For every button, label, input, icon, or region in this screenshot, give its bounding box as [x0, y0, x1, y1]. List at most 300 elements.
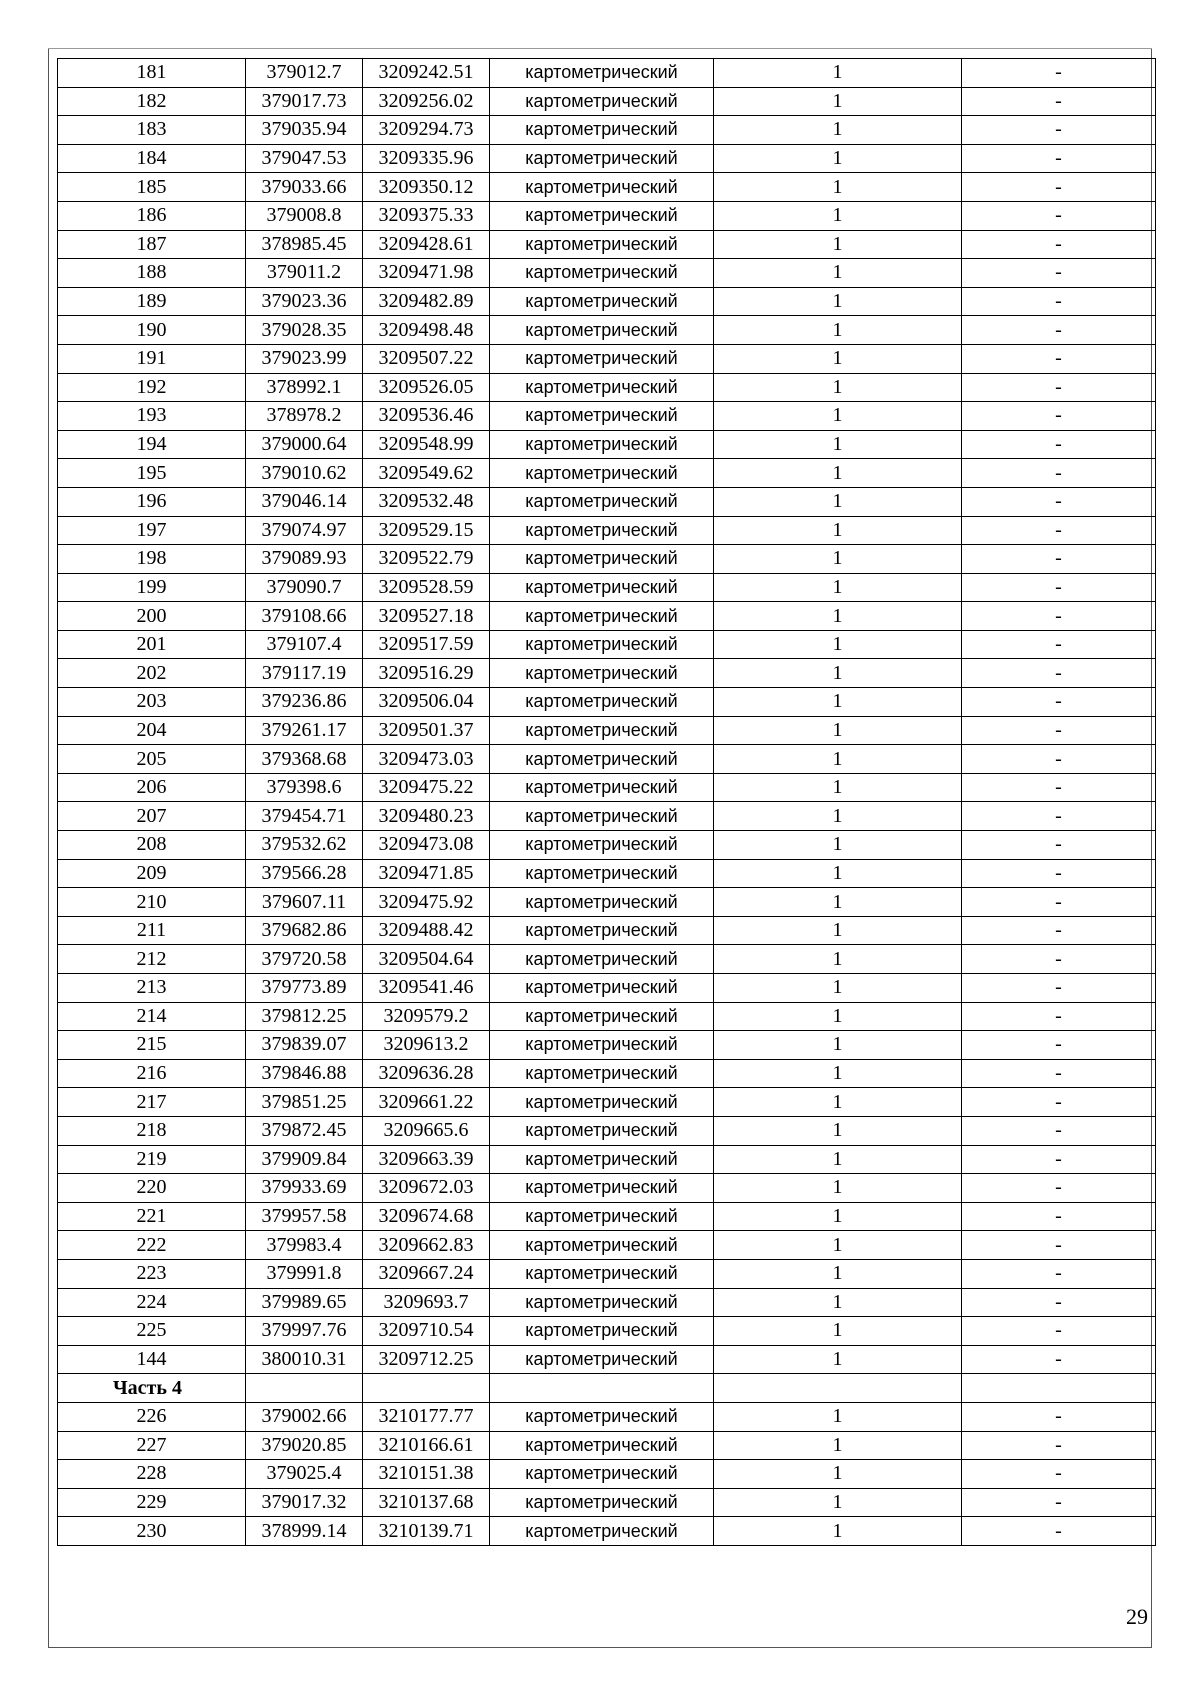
- accuracy-cell: 1: [714, 945, 962, 974]
- method-cell: картометрический: [490, 916, 714, 945]
- point-number-cell: 220: [58, 1174, 246, 1203]
- accuracy-cell: 1: [714, 716, 962, 745]
- point-number-cell: 204: [58, 716, 246, 745]
- x-coordinate-cell: 379107.4: [246, 630, 363, 659]
- point-number-cell: 228: [58, 1460, 246, 1489]
- note-cell: -: [962, 1202, 1156, 1231]
- accuracy-cell: 1: [714, 1345, 962, 1374]
- table-row: [58, 859, 1156, 888]
- y-coordinate-cell: 3209672.03: [363, 1174, 490, 1203]
- x-coordinate-cell: 379872.45: [246, 1116, 363, 1145]
- point-number-cell: 197: [58, 516, 246, 545]
- accuracy-cell: 1: [714, 1202, 962, 1231]
- x-coordinate-cell: 378999.14: [246, 1517, 363, 1546]
- y-coordinate-cell: 3209693.7: [363, 1288, 490, 1317]
- table-row: [58, 1488, 1156, 1517]
- x-coordinate-cell: 379398.6: [246, 773, 363, 802]
- y-coordinate-cell: 3209294.73: [363, 116, 490, 145]
- note-cell: -: [962, 1259, 1156, 1288]
- point-number-cell: 184: [58, 144, 246, 173]
- accuracy-cell: 1: [714, 144, 962, 173]
- x-coordinate-cell: 379839.07: [246, 1031, 363, 1060]
- point-number-cell: 202: [58, 659, 246, 688]
- accuracy-cell: 1: [714, 173, 962, 202]
- y-coordinate-cell: 3209242.51: [363, 59, 490, 88]
- accuracy-cell: 1: [714, 1231, 962, 1260]
- accuracy-cell: 1: [714, 602, 962, 631]
- x-coordinate-cell: 379089.93: [246, 545, 363, 574]
- accuracy-cell: 1: [714, 1174, 962, 1203]
- note-cell: -: [962, 487, 1156, 516]
- x-coordinate-cell: 379991.8: [246, 1259, 363, 1288]
- table-row: [58, 1517, 1156, 1546]
- method-cell: картометрический: [490, 545, 714, 574]
- table-row: [58, 1145, 1156, 1174]
- y-coordinate-cell: 3209541.46: [363, 974, 490, 1003]
- note-cell: -: [962, 201, 1156, 230]
- note-cell: -: [962, 545, 1156, 574]
- y-coordinate-cell: 3209473.03: [363, 745, 490, 774]
- point-number-cell: 196: [58, 487, 246, 516]
- y-coordinate-cell: 3209428.61: [363, 230, 490, 259]
- table-row: [58, 831, 1156, 860]
- note-cell: -: [962, 573, 1156, 602]
- note-cell: -: [962, 87, 1156, 116]
- table-row: [58, 1202, 1156, 1231]
- accuracy-cell: 1: [714, 1460, 962, 1489]
- y-coordinate-cell: 3209473.08: [363, 831, 490, 860]
- point-number-cell: 224: [58, 1288, 246, 1317]
- method-cell: картометрический: [490, 1002, 714, 1031]
- note-cell: -: [962, 1288, 1156, 1317]
- x-coordinate-cell: 379023.99: [246, 344, 363, 373]
- point-number-cell: 219: [58, 1145, 246, 1174]
- table-row: [58, 1345, 1156, 1374]
- point-number-cell: 182: [58, 87, 246, 116]
- accuracy-cell: 1: [714, 1288, 962, 1317]
- y-coordinate-cell: 3209482.89: [363, 287, 490, 316]
- accuracy-cell: 1: [714, 974, 962, 1003]
- method-cell: картометрический: [490, 1431, 714, 1460]
- y-coordinate-cell: 3209549.62: [363, 459, 490, 488]
- method-cell: картометрический: [490, 230, 714, 259]
- x-coordinate-cell: 379236.86: [246, 688, 363, 717]
- section-row: [58, 1374, 1156, 1403]
- method-cell: картометрический: [490, 831, 714, 860]
- method-cell: картометрический: [490, 516, 714, 545]
- table-row: [58, 1259, 1156, 1288]
- table-row: [58, 430, 1156, 459]
- y-coordinate-cell: 3209661.22: [363, 1088, 490, 1117]
- note-cell: -: [962, 1145, 1156, 1174]
- table-row: [58, 1460, 1156, 1489]
- accuracy-cell: 1: [714, 545, 962, 574]
- method-cell: картометрический: [490, 316, 714, 345]
- table-row: [58, 916, 1156, 945]
- table-row: [58, 87, 1156, 116]
- point-number-cell: 205: [58, 745, 246, 774]
- point-number-cell: 195: [58, 459, 246, 488]
- x-coordinate-cell: 379020.85: [246, 1431, 363, 1460]
- point-number-cell: 207: [58, 802, 246, 831]
- note-cell: -: [962, 1460, 1156, 1489]
- y-coordinate-cell: 3209662.83: [363, 1231, 490, 1260]
- x-coordinate-cell: 379028.35: [246, 316, 363, 345]
- note-cell: -: [962, 1488, 1156, 1517]
- x-coordinate-cell: 379566.28: [246, 859, 363, 888]
- method-cell: картометрический: [490, 116, 714, 145]
- y-coordinate-cell: 3209667.24: [363, 1259, 490, 1288]
- section-label: Часть 4: [58, 1374, 246, 1403]
- x-coordinate-cell: 379933.69: [246, 1174, 363, 1203]
- y-coordinate-cell: 3209475.22: [363, 773, 490, 802]
- method-cell: картометрический: [490, 487, 714, 516]
- point-number-cell: 216: [58, 1059, 246, 1088]
- note-cell: -: [962, 659, 1156, 688]
- x-coordinate-cell: 379017.73: [246, 87, 363, 116]
- x-coordinate-cell: 379035.94: [246, 116, 363, 145]
- table-row: [58, 201, 1156, 230]
- table-row: [58, 573, 1156, 602]
- point-number-cell: 188: [58, 259, 246, 288]
- accuracy-cell: 1: [714, 773, 962, 802]
- x-coordinate-cell: 379607.11: [246, 888, 363, 917]
- method-cell: картометрический: [490, 144, 714, 173]
- method-cell: картометрический: [490, 1231, 714, 1260]
- accuracy-cell: 1: [714, 916, 962, 945]
- accuracy-cell: 1: [714, 1259, 962, 1288]
- y-coordinate-cell: 3209350.12: [363, 173, 490, 202]
- accuracy-cell: 1: [714, 1002, 962, 1031]
- note-cell: -: [962, 173, 1156, 202]
- method-cell: картометрический: [490, 87, 714, 116]
- point-number-cell: 194: [58, 430, 246, 459]
- note-cell: -: [962, 1231, 1156, 1260]
- note-cell: -: [962, 344, 1156, 373]
- x-coordinate-cell: 379989.65: [246, 1288, 363, 1317]
- point-number-cell: 186: [58, 201, 246, 230]
- accuracy-cell: 1: [714, 201, 962, 230]
- point-number-cell: 213: [58, 974, 246, 1003]
- table-row: [58, 459, 1156, 488]
- x-coordinate-cell: 379047.53: [246, 144, 363, 173]
- point-number-cell: 185: [58, 173, 246, 202]
- x-coordinate-cell: 378978.2: [246, 402, 363, 431]
- note-cell: -: [962, 430, 1156, 459]
- accuracy-cell: 1: [714, 1116, 962, 1145]
- x-coordinate-cell: 379090.7: [246, 573, 363, 602]
- y-coordinate-cell: 3209504.64: [363, 945, 490, 974]
- x-coordinate-cell: 379017.32: [246, 1488, 363, 1517]
- method-cell: картометрический: [490, 1345, 714, 1374]
- accuracy-cell: 1: [714, 630, 962, 659]
- accuracy-cell: 1: [714, 745, 962, 774]
- table-row: [58, 1116, 1156, 1145]
- accuracy-cell: 1: [714, 1488, 962, 1517]
- method-cell: картометрический: [490, 1317, 714, 1346]
- y-coordinate-cell: 3209536.46: [363, 402, 490, 431]
- point-number-cell: 199: [58, 573, 246, 602]
- point-number-cell: 198: [58, 545, 246, 574]
- accuracy-cell: 1: [714, 116, 962, 145]
- x-coordinate-cell: 379368.68: [246, 745, 363, 774]
- method-cell: картометрический: [490, 1088, 714, 1117]
- note-cell: -: [962, 831, 1156, 860]
- x-coordinate-cell: 379008.8: [246, 201, 363, 230]
- accuracy-cell: 1: [714, 87, 962, 116]
- point-number-cell: 229: [58, 1488, 246, 1517]
- note-cell: -: [962, 802, 1156, 831]
- x-coordinate-cell: 379812.25: [246, 1002, 363, 1031]
- accuracy-cell: 1: [714, 659, 962, 688]
- method-cell: картометрический: [490, 59, 714, 88]
- point-number-cell: 214: [58, 1002, 246, 1031]
- point-number-cell: 226: [58, 1402, 246, 1431]
- point-number-cell: 230: [58, 1517, 246, 1546]
- table-row: [58, 802, 1156, 831]
- y-coordinate-cell: 3209532.48: [363, 487, 490, 516]
- method-cell: картометрический: [490, 173, 714, 202]
- table-row: [58, 1288, 1156, 1317]
- point-number-cell: 200: [58, 602, 246, 631]
- x-coordinate-cell: 379012.7: [246, 59, 363, 88]
- y-coordinate-cell: 3209475.92: [363, 888, 490, 917]
- y-coordinate-cell: 3209488.42: [363, 916, 490, 945]
- note-cell: -: [962, 630, 1156, 659]
- method-cell: картометрический: [490, 773, 714, 802]
- x-coordinate-cell: 379997.76: [246, 1317, 363, 1346]
- x-coordinate-cell: 379983.4: [246, 1231, 363, 1260]
- method-cell: картометрический: [490, 287, 714, 316]
- point-number-cell: 208: [58, 831, 246, 860]
- method-cell: картометрический: [490, 1145, 714, 1174]
- accuracy-cell: 1: [714, 1517, 962, 1546]
- table-row: [58, 173, 1156, 202]
- point-number-cell: 210: [58, 888, 246, 917]
- note-cell: -: [962, 916, 1156, 945]
- accuracy-cell: 1: [714, 859, 962, 888]
- table-row: [58, 1031, 1156, 1060]
- y-coordinate-cell: 3209507.22: [363, 344, 490, 373]
- method-cell: картометрический: [490, 459, 714, 488]
- table-row: [58, 59, 1156, 88]
- accuracy-cell: 1: [714, 344, 962, 373]
- note-cell: -: [962, 316, 1156, 345]
- x-coordinate-cell: 379682.86: [246, 916, 363, 945]
- table-row: [58, 888, 1156, 917]
- method-cell: картометрический: [490, 745, 714, 774]
- accuracy-cell: 1: [714, 516, 962, 545]
- note-cell: -: [962, 144, 1156, 173]
- method-cell: картометрический: [490, 1259, 714, 1288]
- accuracy-cell: 1: [714, 230, 962, 259]
- accuracy-cell: 1: [714, 373, 962, 402]
- method-cell: картометрический: [490, 1488, 714, 1517]
- table-row: [58, 773, 1156, 802]
- note-cell: -: [962, 373, 1156, 402]
- y-coordinate-cell: 3210166.61: [363, 1431, 490, 1460]
- table-row: [58, 1174, 1156, 1203]
- table-row: [58, 402, 1156, 431]
- x-coordinate-cell: 379023.36: [246, 287, 363, 316]
- point-number-cell: 193: [58, 402, 246, 431]
- table-row: [58, 945, 1156, 974]
- point-number-cell: 183: [58, 116, 246, 145]
- accuracy-cell: 1: [714, 402, 962, 431]
- table-row: [58, 688, 1156, 717]
- table-row: [58, 373, 1156, 402]
- y-coordinate-cell: 3210151.38: [363, 1460, 490, 1489]
- y-coordinate-cell: 3210177.77: [363, 1402, 490, 1431]
- method-cell: картометрический: [490, 1517, 714, 1546]
- note-cell: -: [962, 1402, 1156, 1431]
- accuracy-cell: 1: [714, 888, 962, 917]
- note-cell: -: [962, 287, 1156, 316]
- x-coordinate-cell: 379846.88: [246, 1059, 363, 1088]
- table-row: [58, 1002, 1156, 1031]
- note-cell: -: [962, 945, 1156, 974]
- note-cell: -: [962, 888, 1156, 917]
- y-coordinate-cell: 3209471.98: [363, 259, 490, 288]
- empty-cell: [714, 1374, 962, 1403]
- note-cell: -: [962, 459, 1156, 488]
- method-cell: картометрический: [490, 602, 714, 631]
- x-coordinate-cell: 379454.71: [246, 802, 363, 831]
- point-number-cell: 223: [58, 1259, 246, 1288]
- y-coordinate-cell: 3209712.25: [363, 1345, 490, 1374]
- accuracy-cell: 1: [714, 1431, 962, 1460]
- table-row: [58, 602, 1156, 631]
- x-coordinate-cell: 379033.66: [246, 173, 363, 202]
- table-row: [58, 659, 1156, 688]
- point-number-cell: 222: [58, 1231, 246, 1260]
- note-cell: -: [962, 716, 1156, 745]
- empty-cell: [490, 1374, 714, 1403]
- y-coordinate-cell: 3209548.99: [363, 430, 490, 459]
- accuracy-cell: 1: [714, 1059, 962, 1088]
- table-row: [58, 1088, 1156, 1117]
- point-number-cell: 190: [58, 316, 246, 345]
- table-row: [58, 344, 1156, 373]
- note-cell: -: [962, 688, 1156, 717]
- x-coordinate-cell: 379046.14: [246, 487, 363, 516]
- accuracy-cell: 1: [714, 573, 962, 602]
- y-coordinate-cell: 3209480.23: [363, 802, 490, 831]
- method-cell: картометрический: [490, 659, 714, 688]
- empty-cell: [363, 1374, 490, 1403]
- empty-cell: [246, 1374, 363, 1403]
- point-number-cell: 189: [58, 287, 246, 316]
- x-coordinate-cell: 379000.64: [246, 430, 363, 459]
- note-cell: -: [962, 773, 1156, 802]
- x-coordinate-cell: 379108.66: [246, 602, 363, 631]
- x-coordinate-cell: 378992.1: [246, 373, 363, 402]
- note-cell: -: [962, 859, 1156, 888]
- point-number-cell: 144: [58, 1345, 246, 1374]
- x-coordinate-cell: 380010.31: [246, 1345, 363, 1374]
- table-row: [58, 259, 1156, 288]
- x-coordinate-cell: 379532.62: [246, 831, 363, 860]
- x-coordinate-cell: 379010.62: [246, 459, 363, 488]
- method-cell: картометрический: [490, 945, 714, 974]
- accuracy-cell: 1: [714, 287, 962, 316]
- accuracy-cell: 1: [714, 1317, 962, 1346]
- note-cell: -: [962, 602, 1156, 631]
- accuracy-cell: 1: [714, 1402, 962, 1431]
- point-number-cell: 221: [58, 1202, 246, 1231]
- x-coordinate-cell: 379117.19: [246, 659, 363, 688]
- note-cell: -: [962, 1031, 1156, 1060]
- note-cell: -: [962, 1088, 1156, 1117]
- method-cell: картометрический: [490, 888, 714, 917]
- note-cell: -: [962, 1431, 1156, 1460]
- y-coordinate-cell: 3209636.28: [363, 1059, 490, 1088]
- y-coordinate-cell: 3209256.02: [363, 87, 490, 116]
- method-cell: картометрический: [490, 802, 714, 831]
- x-coordinate-cell: 379773.89: [246, 974, 363, 1003]
- method-cell: картометрический: [490, 716, 714, 745]
- table-row: [58, 287, 1156, 316]
- note-cell: -: [962, 516, 1156, 545]
- table-row: [58, 1402, 1156, 1431]
- note-cell: -: [962, 259, 1156, 288]
- y-coordinate-cell: 3209522.79: [363, 545, 490, 574]
- accuracy-cell: 1: [714, 59, 962, 88]
- y-coordinate-cell: 3209710.54: [363, 1317, 490, 1346]
- note-cell: -: [962, 59, 1156, 88]
- table-row: [58, 716, 1156, 745]
- table-row: [58, 1059, 1156, 1088]
- y-coordinate-cell: 3209335.96: [363, 144, 490, 173]
- note-cell: -: [962, 1116, 1156, 1145]
- table-row: [58, 1317, 1156, 1346]
- x-coordinate-cell: 379025.4: [246, 1460, 363, 1489]
- table-row: [58, 545, 1156, 574]
- point-number-cell: 217: [58, 1088, 246, 1117]
- point-number-cell: 227: [58, 1431, 246, 1460]
- accuracy-cell: 1: [714, 316, 962, 345]
- point-number-cell: 203: [58, 688, 246, 717]
- note-cell: -: [962, 402, 1156, 431]
- table-row: [58, 974, 1156, 1003]
- x-coordinate-cell: 379002.66: [246, 1402, 363, 1431]
- y-coordinate-cell: 3210137.68: [363, 1488, 490, 1517]
- point-number-cell: 225: [58, 1317, 246, 1346]
- x-coordinate-cell: 379957.58: [246, 1202, 363, 1231]
- method-cell: картометрический: [490, 688, 714, 717]
- method-cell: картометрический: [490, 1288, 714, 1317]
- point-number-cell: 191: [58, 344, 246, 373]
- x-coordinate-cell: 379011.2: [246, 259, 363, 288]
- method-cell: картометрический: [490, 1402, 714, 1431]
- method-cell: картометрический: [490, 630, 714, 659]
- table-row: [58, 1431, 1156, 1460]
- method-cell: картометрический: [490, 430, 714, 459]
- point-number-cell: 218: [58, 1116, 246, 1145]
- table-row: [58, 116, 1156, 145]
- y-coordinate-cell: 3209526.05: [363, 373, 490, 402]
- coordinates-table-body: [58, 59, 1156, 1546]
- accuracy-cell: 1: [714, 259, 962, 288]
- note-cell: -: [962, 1517, 1156, 1546]
- y-coordinate-cell: 3209528.59: [363, 573, 490, 602]
- y-coordinate-cell: 3209665.6: [363, 1116, 490, 1145]
- method-cell: картометрический: [490, 1174, 714, 1203]
- x-coordinate-cell: 379851.25: [246, 1088, 363, 1117]
- y-coordinate-cell: 3209527.18: [363, 602, 490, 631]
- note-cell: -: [962, 1002, 1156, 1031]
- note-cell: -: [962, 745, 1156, 774]
